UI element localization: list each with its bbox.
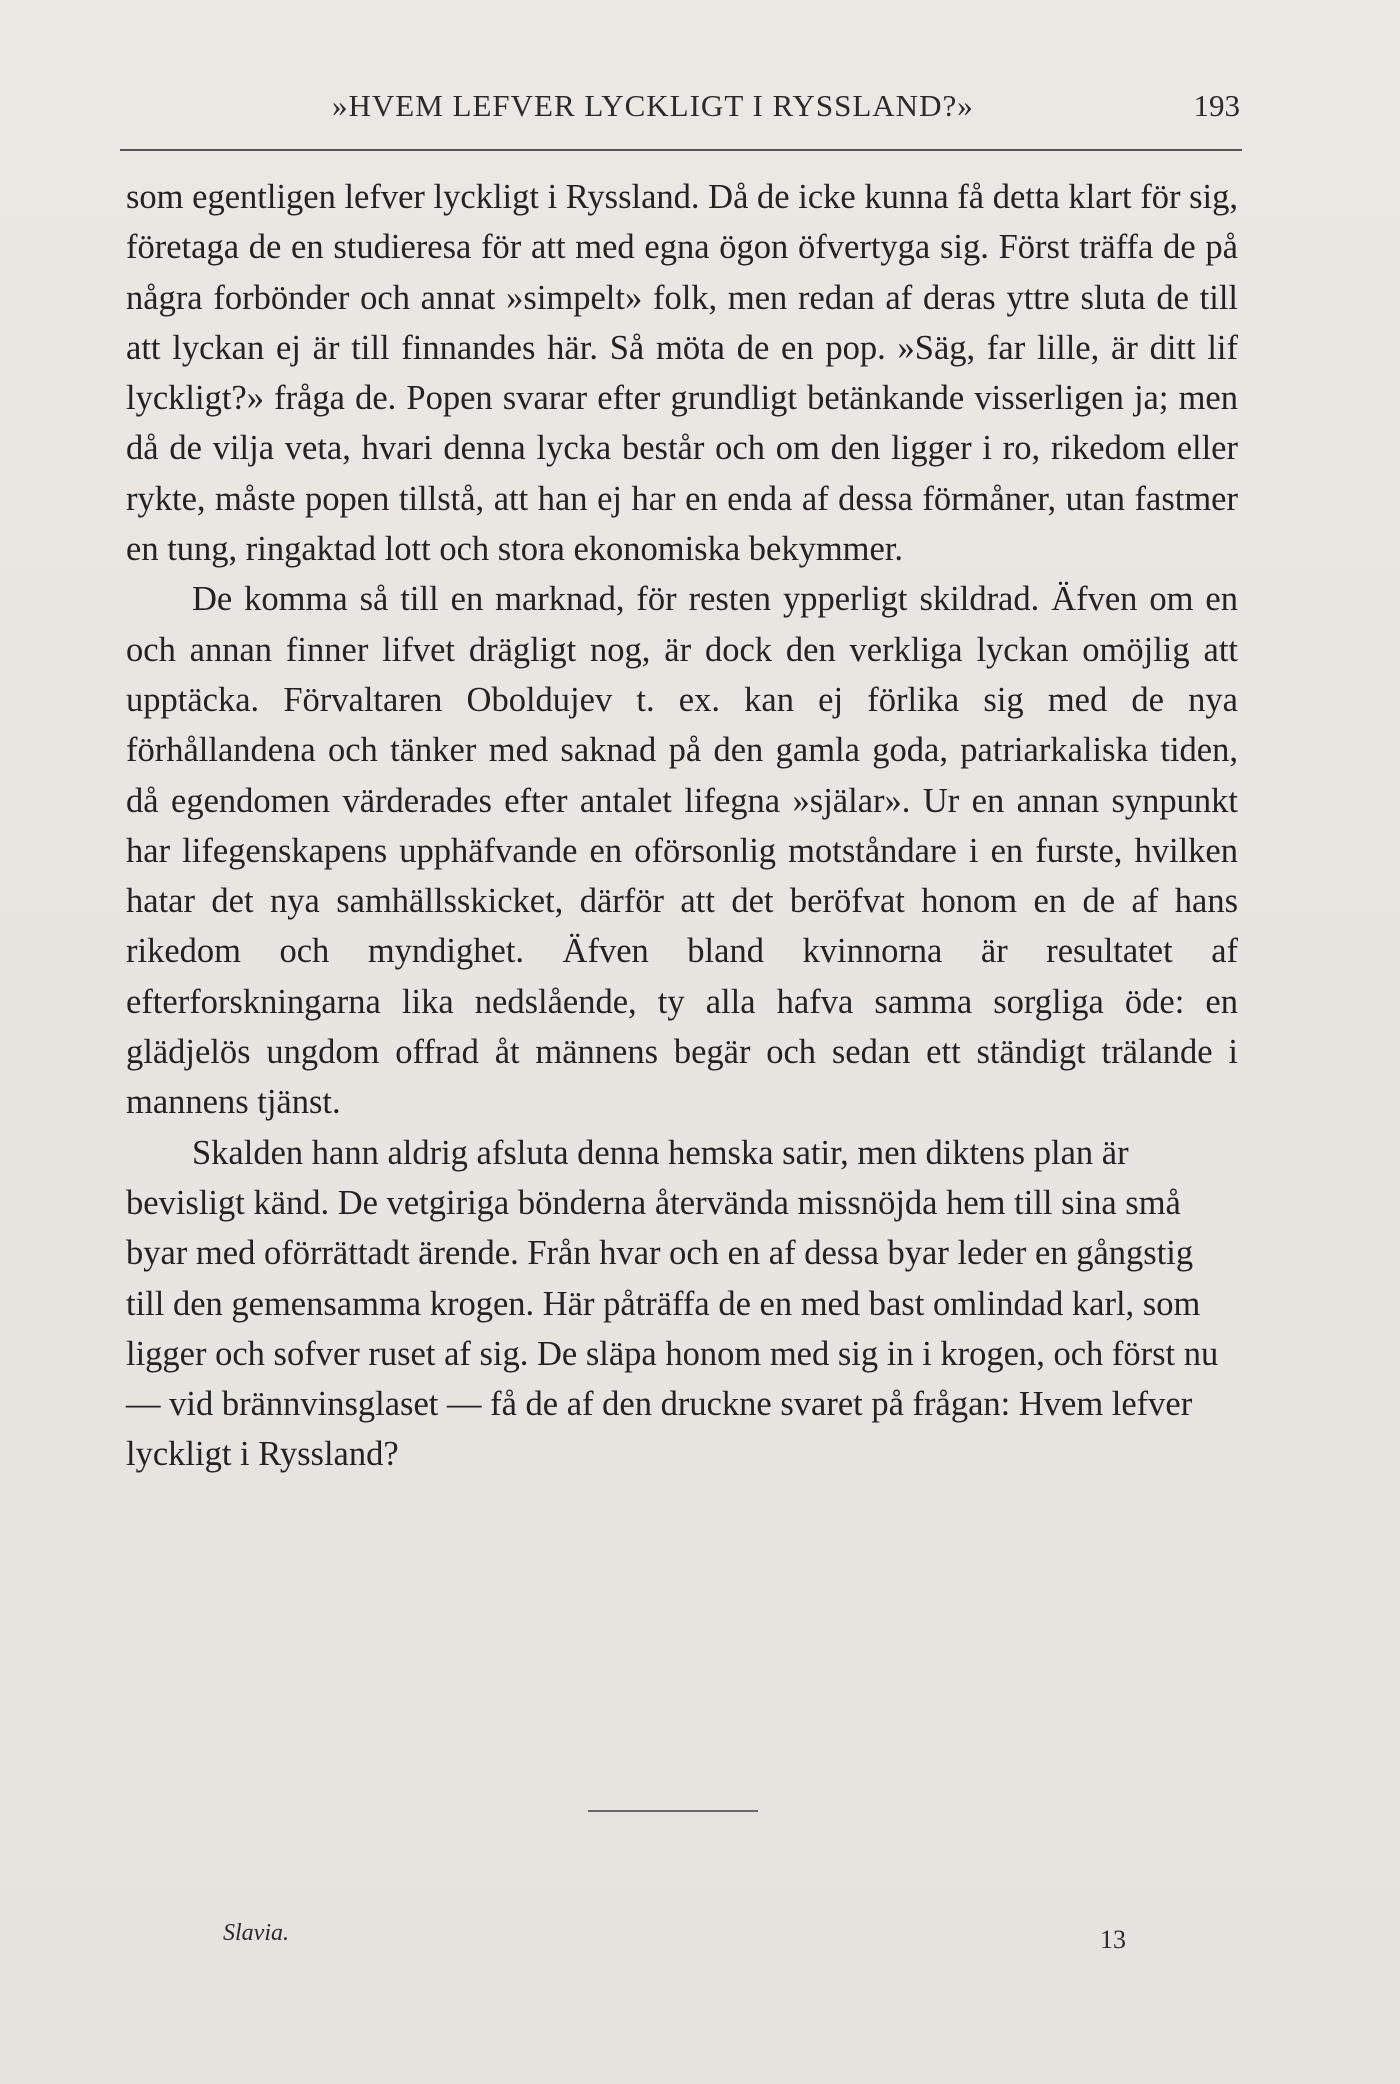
body-text xyxy=(126,172,1238,1480)
paragraph-conclusion: Skalden hann aldrig afsluta denna hemska satir, men diktens plan är bevisligt känd. De vetgiriga bönderna återvända missnöjda hem till sina små byar med oförrättadt ärende. Från hvar och en af dessa byar leder en gångstig till den gemensamma krogen. Här påträffa de en med bast omlindad karl, som ligger och sofver ruset af sig. De släpa honom med sig in i krogen, och först nu — vid brännvinsglaset — få de af den druckne svaret på frågan: Hvem lefver lyckligt i Ryssland? xyxy=(126,1133,1219,1474)
paragraph-market: De komma så till en marknad, för resten ypperligt skildrad. Äfven om en och annan finner lifvet drägligt nog, är dock den verkliga lyckan omöjlig att upptäcka. Förvaltaren Oboldujev t. ex. kan ej förlika sig med de nya förhållandena och tänker med saknad på den gamla goda, patriarkaliska tiden, då egendomen värderades efter antalet lifegna »själar». Ur en annan synpunkt har lifegenskapens upphäfvande en oförsonlig motståndare i en furste, hvilken hatar det nya samhällsskicket, därför att det beröfvat honom en de af hans rikedom och myndighet. Äfven bland kvinnorna är resultatet af efterforskningarna lika nedslående, ty alla hafva samma sorgliga öde: en glädjelös ungdom offrad åt männens begär och sedan ett ständigt trälande i mannens tjänst. xyxy=(126,580,1238,1122)
footer-signature: Slavia. xyxy=(223,1920,289,1946)
page-number: 193 xyxy=(1193,88,1240,123)
header-rule xyxy=(120,149,1242,151)
running-title: »HVEM LEFVER LYCKLIGT I RYSSLAND?» xyxy=(332,88,974,123)
section-end-rule xyxy=(588,1810,758,1812)
sheet-number: 13 xyxy=(1100,1925,1126,1954)
running-head xyxy=(120,88,1240,138)
paragraph-continuation: som egentligen lefver lyckligt i Ryssland. Då de icke kunna få detta klart för sig, företaga de en studieresa för att med egna ögon öfvertyga sig. Först träffa de på några forbönder och annat »simpelt» folk, men redan af deras yttre sluta de till att lyckan ej är till finnandes här. Så möta de en pop. »Säg, far lille, är ditt lif lyckligt?» fråga de. Popen svarar efter grundligt betänkande visserligen ja; men då de vilja veta, hvari denna lycka består och om den ligger i ro, rikedom eller rykte, måste popen tillstå, att han ej har en enda af dessa förmåner, utan fastmer en tung, ringaktad lott och stora ekonomiska bekymmer. xyxy=(126,178,1238,569)
